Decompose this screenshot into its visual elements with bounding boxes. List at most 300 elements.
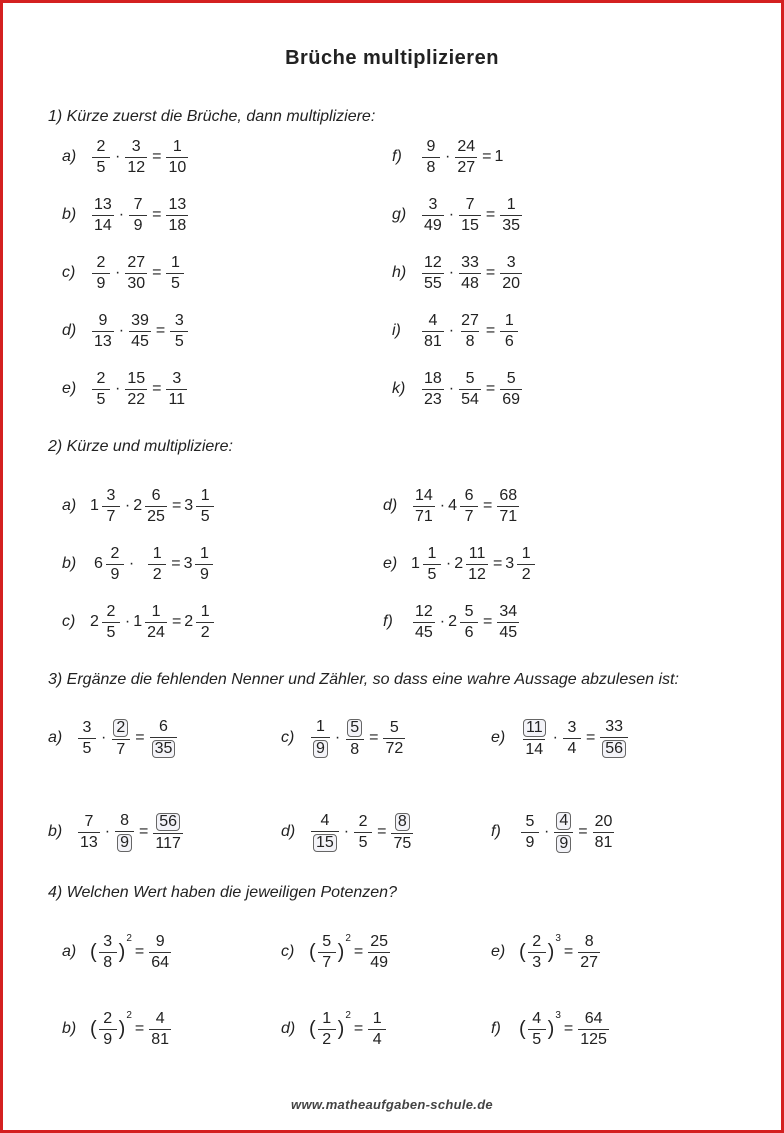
answer-box[interactable]: 11 [523,719,546,737]
equals-sign: = [171,497,182,514]
numerator: 9 [98,311,108,329]
exponent: 3 [555,932,561,944]
whole-number: 3 [184,497,194,514]
equals-sign: = [585,729,596,746]
fraction [521,719,548,758]
fraction [145,604,167,641]
equals-sign: = [152,264,162,281]
fraction [459,313,481,350]
denominator: 5 [102,622,120,641]
numerator: 1 [152,544,162,562]
exercise-3d [281,810,415,854]
numerator: 5 [389,718,399,736]
answer-box[interactable]: 8 [395,813,410,831]
exercise-label: f) [392,148,402,165]
fraction [460,488,478,525]
numerator: 6 [159,717,168,735]
denominator: 35 [502,216,521,234]
denominator: 8 [346,739,364,758]
numerator: 1 [200,602,210,620]
numerator: 9 [155,932,165,950]
equals-sign: = [134,943,145,960]
whole-number: 2 [133,497,143,514]
result-fraction [170,313,188,350]
fraction [423,546,441,583]
numerator: 25 [370,932,389,950]
answer-box[interactable]: 35 [152,740,176,758]
equals-sign: = [483,497,493,514]
multiply-sign: · [124,497,131,514]
base-fraction [528,1011,546,1048]
exercise-1h [392,251,524,295]
right-paren: ) [337,1017,345,1040]
answer-box[interactable]: 9 [313,740,328,758]
numerator: 27 [127,253,146,271]
multiply-sign: · [115,380,121,397]
denominator: 45 [499,623,518,641]
answer-box[interactable]: 2 [113,719,128,737]
numerator: 9 [426,137,436,155]
equals-sign: = [483,613,493,630]
left-paren: ( [90,940,97,963]
result-fraction [593,814,615,851]
right-paren: ) [547,1017,555,1040]
multiply-sign: · [544,823,550,840]
denominator: 18 [168,216,187,234]
whole-number: 6 [94,555,103,572]
equals-sign: = [152,148,162,165]
page-title: Brüche multiplizieren [285,47,499,69]
exercise-4e [491,930,602,974]
numerator: 24 [457,137,476,155]
exponent: 3 [555,1009,561,1021]
exercise-1i [392,309,520,353]
exercise-3c [281,716,407,760]
denominator: 4 [563,738,581,757]
section-3-heading: 3) Ergänze die fehlenden Nenner und Zähler, so dass eine wahre Aussage abzulesen ist: [48,671,679,688]
result-fraction [195,546,213,583]
denominator: 5 [528,1029,546,1048]
fraction [78,720,96,757]
exercise-4f [491,1007,611,1051]
exercise-2d [383,484,521,528]
result-fraction [500,313,518,350]
denominator: 4 [368,1029,386,1048]
result-fraction [166,197,188,234]
fraction [466,546,488,583]
multiply-sign: · [343,823,350,840]
answer-box[interactable]: 56 [156,813,180,831]
fraction [521,814,539,851]
denominator: 3 [528,952,546,971]
denominator: 55 [424,274,442,292]
answer-box[interactable]: 9 [117,834,132,852]
result-fraction [500,197,522,234]
numerator: 3 [172,369,182,387]
numerator: 5 [506,369,516,387]
denominator: 45 [415,623,433,641]
base-fraction [99,1011,117,1048]
exercise-3a [48,716,179,760]
fraction [422,255,444,292]
exercise-3e [491,716,630,760]
denominator: 49 [424,216,442,234]
section-1-heading: 1) Kürze zuerst die Brüche, dann multipliziere: [48,108,376,125]
equals-sign: = [485,264,496,281]
answer-box[interactable]: 15 [313,834,337,852]
exercise-2a [62,484,216,528]
equals-sign: = [171,555,181,572]
numerator: 8 [120,811,130,829]
base-fraction [99,934,117,971]
result-fraction [166,255,184,292]
result-fraction [497,488,519,525]
left-paren: ( [309,1017,316,1040]
fraction [129,197,147,234]
numerator: 3 [174,311,184,329]
fraction [92,139,110,176]
numerator: 7 [465,195,475,213]
fraction [413,604,435,641]
numerator: 2 [532,932,542,950]
exercise-4a [62,930,173,974]
result-fraction [196,604,214,641]
exercise-label: f) [491,823,501,840]
exercise-label: b) [62,206,77,223]
fraction [92,255,110,292]
right-paren: ) [547,940,555,963]
fraction [455,139,477,176]
denominator: 24 [147,623,165,641]
exercise-2b [62,542,215,586]
exercise-4c [281,930,392,974]
denominator: 14 [94,216,112,234]
equals-sign: = [485,322,496,339]
multiply-sign: · [448,380,455,397]
numerator: 1 [521,544,531,562]
result-integer: 1 [494,148,504,165]
numerator: 2 [96,253,106,271]
exercise-label: c) [281,943,295,960]
exercise-label: b) [48,823,63,840]
result-fraction [500,255,522,292]
exercise-4b [62,1007,173,1051]
result-fraction [500,371,522,408]
denominator: 5 [196,506,214,525]
exercise-label: b) [62,1020,77,1037]
equals-sign: = [578,823,588,840]
numerator: 12 [424,253,442,271]
result-fraction [497,604,519,641]
result-fraction [150,719,178,758]
exercise-label: c) [281,729,295,746]
exponent: 2 [126,932,132,944]
numerator: 14 [415,486,433,504]
exercise-1k [392,367,524,411]
result-fraction [368,1011,386,1048]
numerator: 2 [106,602,116,620]
denominator: 5 [423,564,441,583]
denominator: 20 [502,274,521,292]
fraction [459,197,481,234]
equals-sign: = [353,943,364,960]
numerator: 68 [499,486,518,504]
exercise-label: e) [491,943,506,960]
fraction [311,719,330,758]
denominator: 71 [415,507,433,525]
right-paren: ) [337,940,345,963]
fraction [111,719,130,758]
multiply-sign: · [445,148,451,165]
denominator: 5 [92,389,110,408]
exercise-label: e) [383,555,398,572]
denominator: 13 [94,332,112,350]
left-paren: ( [519,1017,526,1040]
left-paren: ( [309,940,316,963]
denominator: 8 [99,952,117,971]
exercise-label: k) [392,380,406,397]
equals-sign: = [353,1020,364,1037]
numerator: 1 [506,195,516,213]
multiply-sign: · [118,322,125,339]
numerator: 27 [461,311,479,329]
multiply-sign: · [445,555,452,572]
result-fraction [149,934,171,971]
exercise-label: c) [62,613,76,630]
fraction [145,488,167,525]
multiply-sign: · [439,613,446,630]
equals-sign: = [492,555,503,572]
fraction [125,139,147,176]
exercise-label: a) [48,729,63,746]
base-fraction [528,934,546,971]
exercise-label: d) [281,823,296,840]
denominator: 81 [424,332,442,350]
numerator: 3 [506,253,516,271]
exercise-1e [62,367,189,411]
equals-sign: = [155,322,166,339]
answer-box[interactable]: 9 [556,835,571,853]
denominator: 27 [580,953,599,971]
numerator: 18 [424,369,442,387]
exercise-label: f) [491,1020,501,1037]
section-4-heading: 4) Welchen Wert haben die jeweiligen Potenzen? [48,884,397,901]
denominator: 2 [196,622,214,641]
answer-box[interactable]: 56 [602,740,626,758]
result-fraction [368,934,390,971]
denominator: 25 [147,507,165,525]
denominator: 15 [461,216,479,234]
left-paren: ( [90,1017,97,1040]
exercise-label: h) [392,264,407,281]
numerator: 1 [504,311,514,329]
fraction [115,813,134,852]
denominator: 9 [129,215,147,234]
fraction [78,814,100,851]
footer-url: www.matheaufgaben-schule.de [291,1097,493,1112]
fraction [422,139,440,176]
denominator: 7 [460,506,478,525]
numerator: 34 [499,602,518,620]
equals-sign: = [563,1020,574,1037]
equals-sign: = [563,943,574,960]
denominator: 22 [127,390,146,408]
fraction [563,720,581,757]
whole-number: 3 [505,555,515,572]
numerator: 11 [468,544,486,562]
numerator: 1 [372,1009,382,1027]
numerator: 7 [84,812,94,830]
exponent: 2 [345,932,351,944]
section-2-heading: 2) Kürze und multipliziere: [48,438,233,455]
answer-box[interactable]: 4 [556,812,571,830]
numerator: 5 [464,602,474,620]
exercise-1b [62,193,190,237]
numerator: 3 [106,486,116,504]
denominator: 48 [461,274,479,292]
denominator: 5 [354,832,372,851]
equals-sign: = [482,148,492,165]
fraction [148,546,166,583]
exercise-label: e) [62,380,77,397]
result-fraction [153,813,183,852]
exercise-3b [48,810,185,854]
equals-sign: = [377,823,387,840]
equals-sign: = [485,206,496,223]
exercise-3f [491,810,616,854]
exercise-label: e) [491,729,506,746]
right-paren: ) [118,1017,126,1040]
result-fraction [600,719,628,758]
result-fraction [166,139,188,176]
fraction [102,604,120,641]
multiply-sign: · [101,729,107,746]
result-fraction [578,934,600,971]
numerator: 8 [584,932,594,950]
denominator: 49 [370,953,389,971]
equals-sign: = [152,380,162,397]
multiply-sign: · [334,729,341,746]
denominator: 54 [461,390,479,408]
numerator: 2 [103,1009,113,1027]
denominator: 72 [385,739,404,757]
denominator: 81 [151,1030,170,1048]
fraction [129,313,151,350]
fraction [125,255,147,292]
whole-number: 2 [448,613,458,630]
numerator: 1 [171,253,180,271]
exercise-4d [281,1007,388,1051]
equals-sign: = [152,206,162,223]
denominator: 2 [148,564,166,583]
multiply-sign: · [124,613,131,630]
fraction [422,197,444,234]
denominator: 64 [151,953,170,971]
multiply-sign: · [448,206,455,223]
whole-number: 4 [448,497,458,514]
denominator: 75 [393,834,412,852]
exponent: 2 [126,1009,132,1021]
numerator: 2 [96,137,106,155]
numerator: 1 [316,717,325,735]
exercise-label: f) [383,613,393,630]
answer-box[interactable]: 5 [347,719,362,737]
numerator: 1 [427,544,437,562]
denominator: 45 [131,332,149,350]
exercise-2c [62,600,216,644]
numerator: 3 [131,137,141,155]
denominator: 9 [92,273,110,292]
exponent: 2 [345,1009,351,1021]
numerator: 2 [358,812,368,830]
denominator: 7 [318,952,336,971]
exercise-1d [62,309,190,353]
numerator: 13 [168,195,187,213]
fraction [460,604,478,641]
whole-number: 2 [90,613,99,630]
numerator: 3 [103,932,113,950]
numerator: 13 [94,195,112,213]
numerator: 15 [127,369,146,387]
denominator: 27 [457,158,476,176]
equals-sign: = [135,729,145,746]
denominator: 6 [500,331,518,350]
fraction [125,371,147,408]
fraction [92,197,114,234]
equals-sign: = [369,729,379,746]
numerator: 33 [461,253,479,271]
fraction [106,546,124,583]
fraction [102,488,120,525]
exercise-2f [383,600,521,644]
fraction [459,255,481,292]
exercise-2e [383,542,537,586]
exercise-label: d) [383,497,398,514]
exercise-1a [62,135,190,179]
multiply-sign: · [552,729,558,746]
numerator: 39 [131,311,149,329]
numerator: 12 [415,602,433,620]
numerator: 2 [96,369,106,387]
numerator: 3 [428,195,438,213]
result-fraction [166,371,187,408]
multiply-sign: · [115,264,121,281]
fraction [92,371,110,408]
denominator: 8 [422,157,440,176]
denominator: 10 [168,158,187,176]
numerator: 6 [464,486,474,504]
multiply-sign: · [104,823,111,840]
numerator: 1 [200,486,210,504]
multiply-sign: · [448,264,455,281]
exercise-1c [62,251,186,295]
result-fraction [517,546,535,583]
denominator: 2 [318,1029,336,1048]
denominator: 9 [521,832,539,851]
denominator: 13 [80,833,98,851]
fraction [345,719,364,758]
numerator: 4 [155,1009,165,1027]
numerator: 4 [320,811,330,829]
numerator: 1 [151,602,161,620]
fraction [413,488,435,525]
denominator: 9 [106,564,124,583]
fraction [354,814,372,851]
numerator: 1 [322,1009,332,1027]
numerator: 33 [605,717,624,735]
multiply-sign: · [439,497,446,514]
denominator: 23 [424,390,442,408]
